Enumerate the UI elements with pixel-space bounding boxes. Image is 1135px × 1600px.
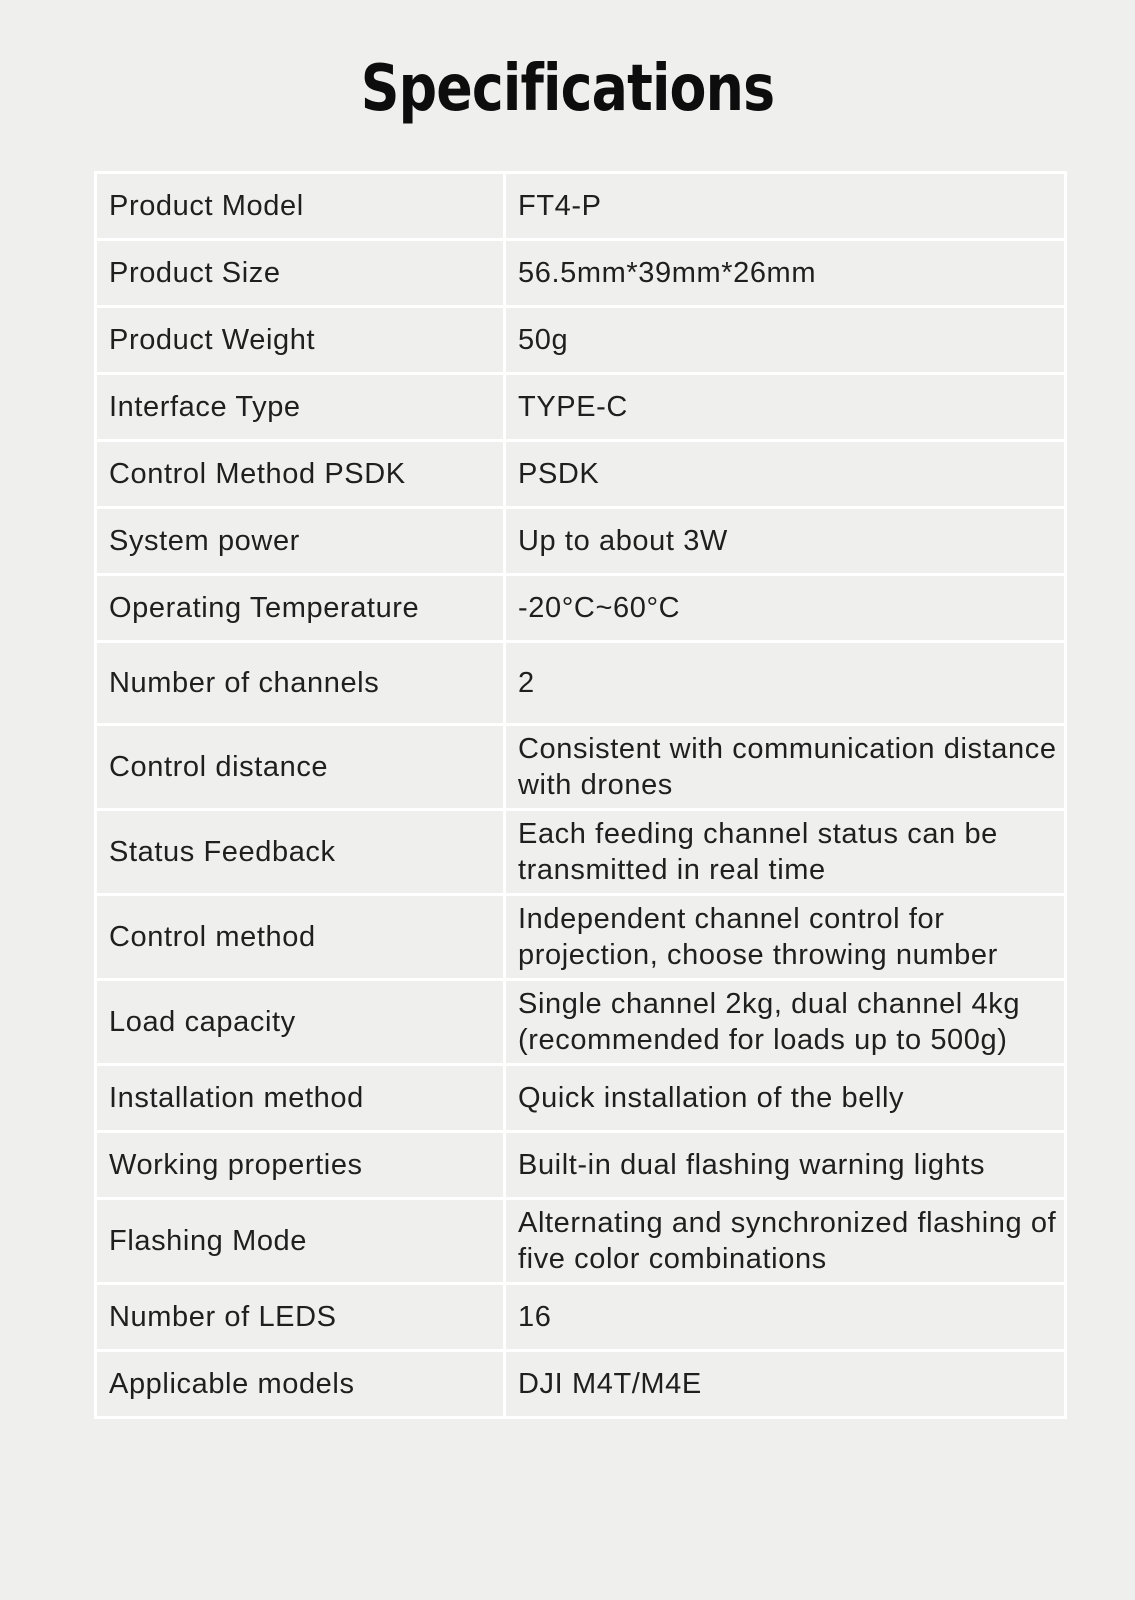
spec-value: DJI M4T/M4E	[505, 1351, 1066, 1418]
spec-label: Installation method	[96, 1065, 505, 1132]
page-title: Specifications	[360, 52, 775, 126]
spec-label: Control Method PSDK	[96, 441, 505, 508]
spec-table	[94, 171, 1067, 1419]
spec-value: 16	[505, 1284, 1066, 1351]
spec-row-interface-type	[96, 374, 1066, 441]
spec-label: Load capacity	[96, 980, 505, 1065]
spec-label: Control method	[96, 895, 505, 980]
spec-value: 2	[505, 642, 1066, 725]
spec-row-status-feedback	[96, 810, 1066, 895]
spec-value: 56.5mm*39mm*26mm	[505, 240, 1066, 307]
spec-label: Flashing Mode	[96, 1199, 505, 1284]
spec-value: 50g	[505, 307, 1066, 374]
spec-row-product-size	[96, 240, 1066, 307]
spec-value: Independent channel control for projection, choose throwing number	[505, 895, 1066, 980]
spec-row-product-model	[96, 173, 1066, 240]
spec-row-number-of-channels	[96, 642, 1066, 725]
spec-row-installation-method	[96, 1065, 1066, 1132]
spec-row-control-method-psdk	[96, 441, 1066, 508]
spec-label: Applicable models	[96, 1351, 505, 1418]
spec-value: Up to about 3W	[505, 508, 1066, 575]
spec-label: Product Model	[96, 173, 505, 240]
spec-label: Product Size	[96, 240, 505, 307]
spec-value: Each feeding channel status can be transmitted in real time	[505, 810, 1066, 895]
spec-value: PSDK	[505, 441, 1066, 508]
spec-value: TYPE-C	[505, 374, 1066, 441]
spec-label: Interface Type	[96, 374, 505, 441]
spec-label: Number of channels	[96, 642, 505, 725]
spec-label: Control distance	[96, 725, 505, 810]
spec-label: Number of LEDS	[96, 1284, 505, 1351]
spec-row-applicable-models	[96, 1351, 1066, 1418]
spec-label: Operating Temperature	[96, 575, 505, 642]
spec-row-number-of-leds	[96, 1284, 1066, 1351]
spec-row-flashing-mode	[96, 1199, 1066, 1284]
spec-row-load-capacity	[96, 980, 1066, 1065]
spec-value: Single channel 2kg, dual channel 4kg (recommended for loads up to 500g)	[505, 980, 1066, 1065]
spec-value: Alternating and synchronized flashing of five color combinations	[505, 1199, 1066, 1284]
spec-row-operating-temperature	[96, 575, 1066, 642]
spec-row-product-weight	[96, 307, 1066, 374]
spec-value: FT4-P	[505, 173, 1066, 240]
spec-row-control-distance	[96, 725, 1066, 810]
spec-value: Quick installation of the belly	[505, 1065, 1066, 1132]
spec-label: System power	[96, 508, 505, 575]
spec-value: -20°C~60°C	[505, 575, 1066, 642]
spec-value: Consistent with communication distance with drones	[505, 725, 1066, 810]
spec-value: Built-in dual flashing warning lights	[505, 1132, 1066, 1199]
spec-label: Status Feedback	[96, 810, 505, 895]
spec-row-working-properties	[96, 1132, 1066, 1199]
spec-label: Working properties	[96, 1132, 505, 1199]
spec-label: Product Weight	[96, 307, 505, 374]
spec-row-system-power	[96, 508, 1066, 575]
spec-row-control-method	[96, 895, 1066, 980]
